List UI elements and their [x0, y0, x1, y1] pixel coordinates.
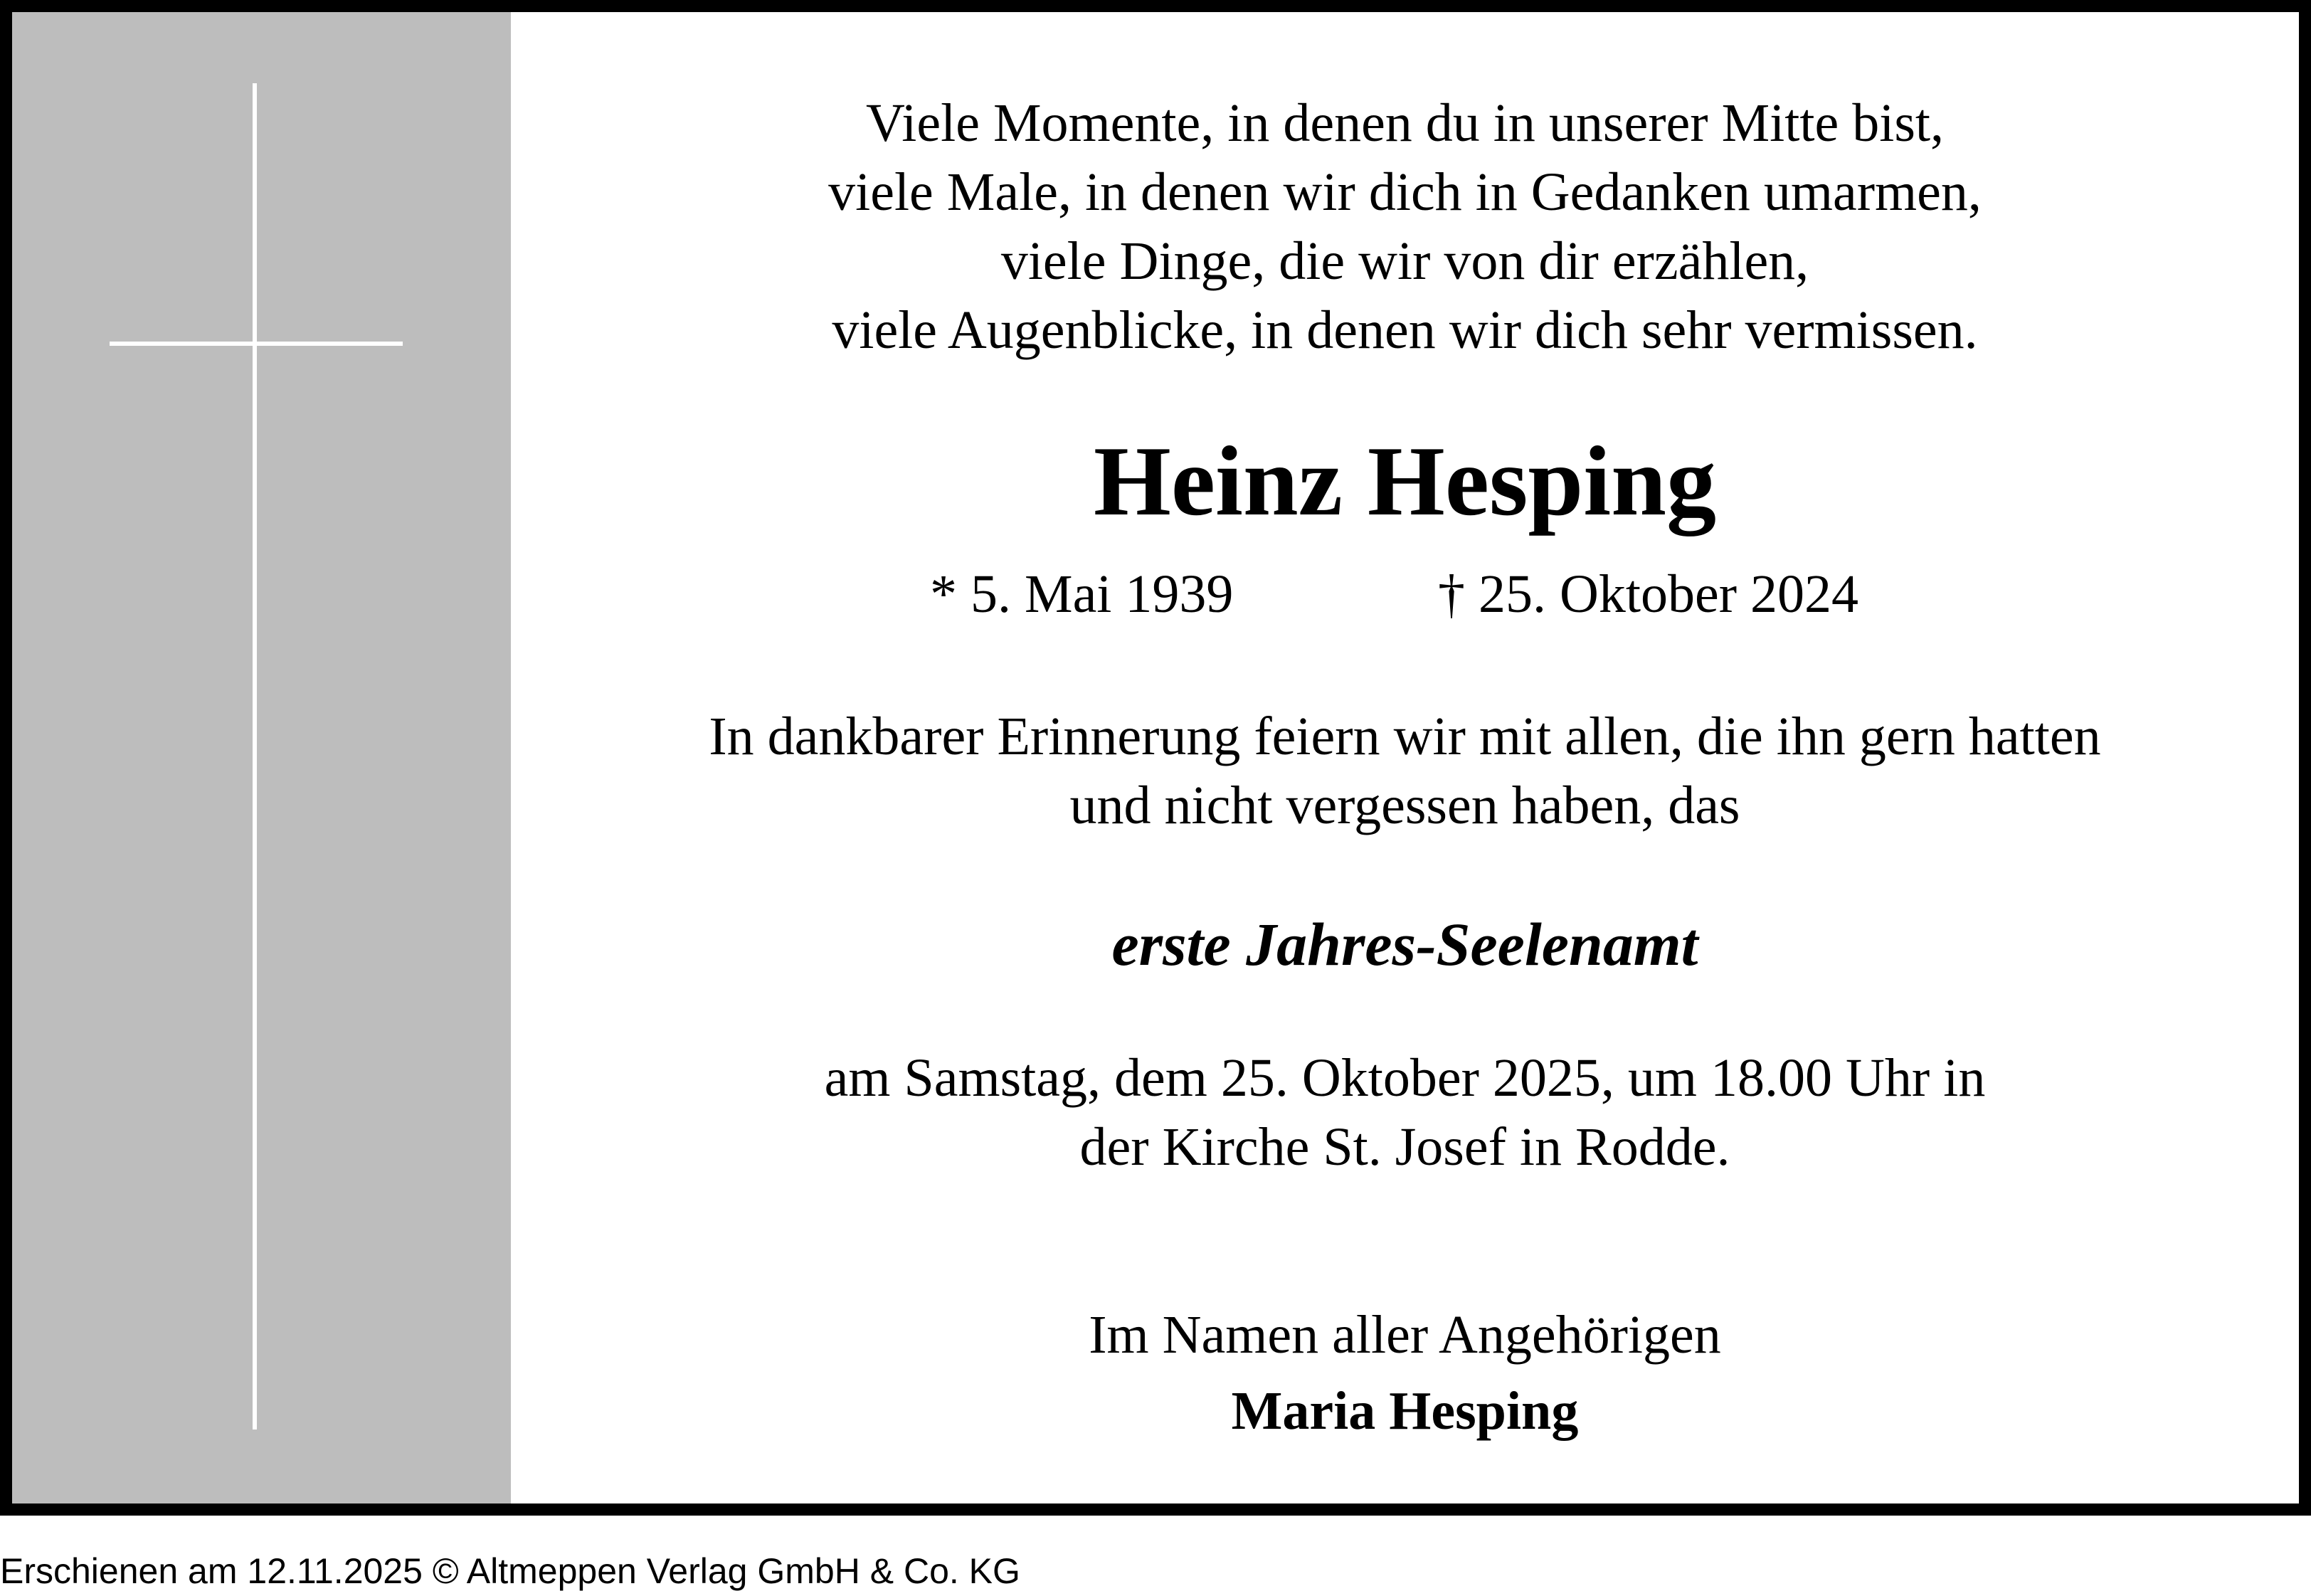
birth-date: * 5. Mai 1939	[930, 564, 1234, 624]
publication-footer: Erschienen am 12.11.2025 © Altmeppen Verlag GmbH & Co. KG	[0, 1551, 1020, 1591]
signer-name: Maria Hesping	[1231, 1381, 1579, 1441]
remembrance-intro	[511, 702, 2299, 840]
deceased-name: Heinz Hesping	[1093, 426, 1717, 537]
cross-icon-horizontal-bar	[110, 342, 403, 346]
event-details-line: der Kirche St. Josef in Rodde.	[1079, 1117, 1730, 1177]
cross-icon-vertical-bar	[253, 83, 257, 1429]
poem-line: viele Male, in denen wir dich in Gedanken umarmen,	[828, 162, 1982, 222]
event-title: erste Jahres-Seelenamt	[1111, 910, 1698, 978]
poem-line: viele Augenblicke, in denen wir dich sehr vermissen.	[832, 300, 1978, 360]
signoff-intro: Im Namen aller Angehörigen	[1089, 1305, 1721, 1365]
intro-line: In dankbarer Erinnerung feiern wir mit allen, die ihn gern hatten	[709, 707, 2101, 766]
memorial-poem	[511, 89, 2299, 365]
signoff	[511, 1297, 2299, 1449]
event-details	[511, 1044, 2299, 1182]
event-details-line: am Samstag, dem 25. Oktober 2025, um 18.00 Uhr in	[824, 1048, 1986, 1108]
side-panel	[12, 12, 511, 1503]
poem-line: Viele Momente, in denen du in unserer Mitte bist,	[865, 93, 1945, 153]
intro-line: und nicht vergessen haben, das	[1069, 776, 1740, 835]
notice-content	[511, 12, 2299, 1503]
death-date: † 25. Oktober 2024	[1438, 564, 1859, 624]
poem-line: viele Dinge, die wir von dir erzählen,	[1000, 231, 1809, 291]
